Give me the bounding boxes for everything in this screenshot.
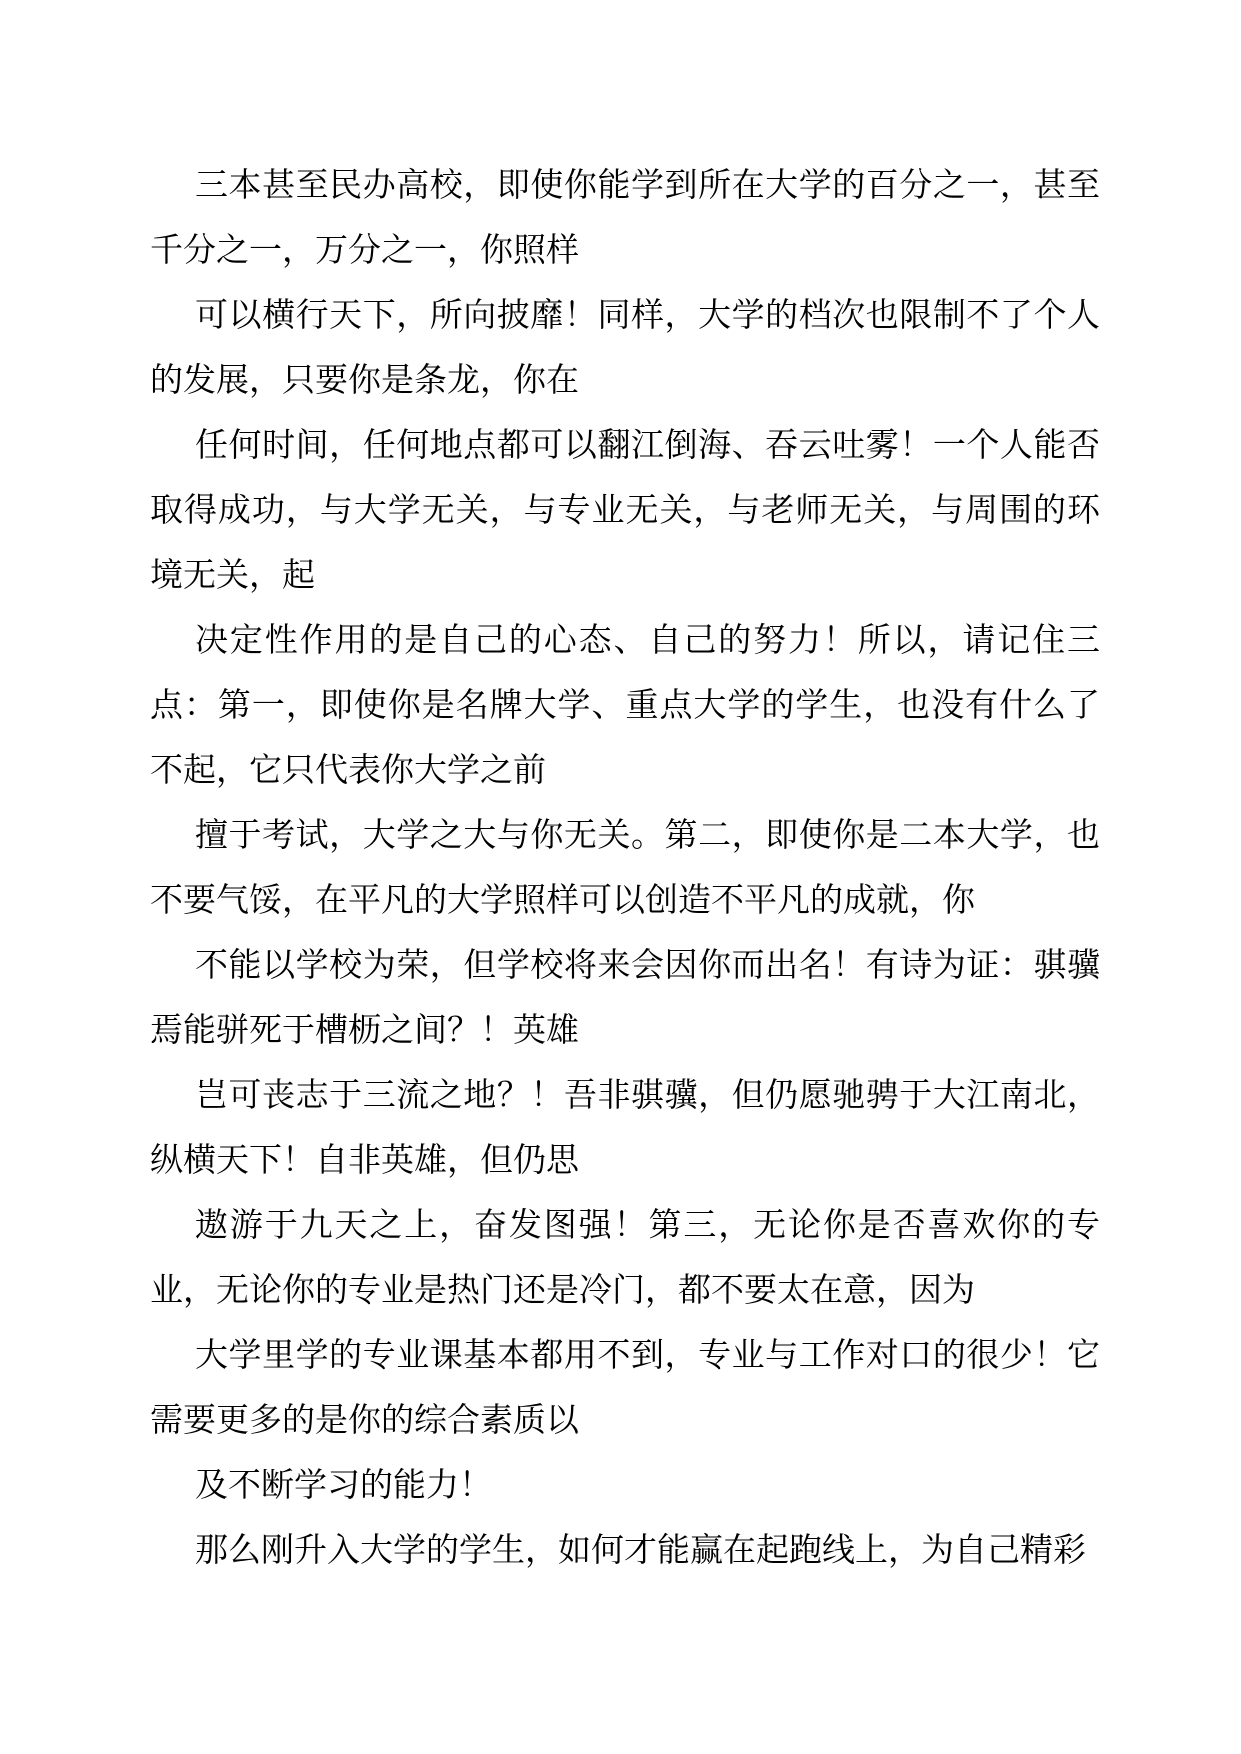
paragraph-9: 大学里学的专业课基本都用不到，专业与工作对口的很少！它需要更多的是你的综合素质以 (150, 1335, 1100, 1439)
paragraph-4: 决定性作用的是自己的心态、自己的努力！所以，请记住三点：第一，即使你是名牌大学、重点大学的学生，也没有什么了不起，它只代表你大学之前 (150, 620, 1100, 789)
paragraph-10: 及不断学习的能力！ (195, 1465, 492, 1504)
paragraph-2: 可以横行天下，所向披靡！同样，大学的档次也限制不了个人的发展，只要你是条龙，你在 (150, 295, 1100, 399)
paragraph-1: 三本甚至民办高校，即使你能学到所在大学的百分之一，甚至千分之一，万分之一，你照样 (150, 165, 1100, 269)
paragraph-8: 遨游于九天之上，奋发图强！第三，无论你是否喜欢你的专业，无论你的专业是热门还是冷门，都不要太在意，因为 (150, 1205, 1100, 1309)
document-body (150, 152, 1100, 1582)
paragraph-11: 那么刚升入大学的学生，如何才能赢在起跑线上，为自己精彩 (195, 1530, 1086, 1569)
paragraph-5: 擅于考试，大学之大与你无关。第二，即使你是二本大学，也不要气馁，在平凡的大学照样可以创造不平凡的成就，你 (150, 815, 1100, 919)
paragraph-7: 岂可丧志于三流之地？！吾非骐骥，但仍愿驰骋于大江南北，纵横天下！自非英雄，但仍思 (150, 1075, 1100, 1179)
paragraph-6: 不能以学校为荣，但学校将来会因你而出名！有诗为证：骐骥焉能骈死于槽枥之间？！英雄 (150, 945, 1100, 1049)
paragraph-3: 任何时间，任何地点都可以翻江倒海、吞云吐雾！一个人能否取得成功，与大学无关，与专业无关，与老师无关，与周围的环境无关，起 (150, 425, 1100, 594)
